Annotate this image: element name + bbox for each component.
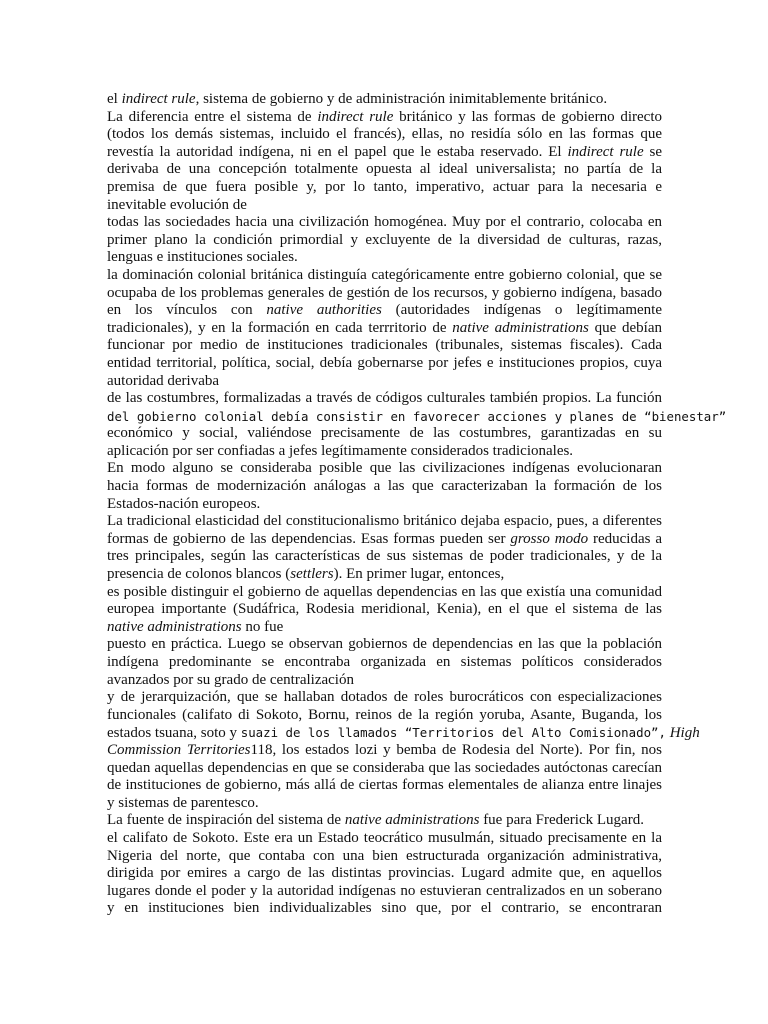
text-line xyxy=(107,742,662,760)
italic-term: native authorities xyxy=(266,302,382,319)
text-segment: tradicionales), y en la formación en cada terrritorio de xyxy=(107,319,453,336)
text-segment: económico y social, valiéndose precisamente de las costumbres, garantizadas en su xyxy=(107,425,662,442)
text-segment: y en instituciones bien individualizables sino que, por el contrario, se encontraran xyxy=(107,900,662,917)
text-segment: del gobierno colonial debía consistir en favorecer acciones y planes de “bienestar” xyxy=(107,408,727,424)
text-segment: la dominación colonial británica distinguía categóricamente entre gobierno colonial, que se xyxy=(107,266,662,283)
text-segment: que debían xyxy=(588,319,662,336)
italic-term: native administrations xyxy=(107,618,242,635)
text-line xyxy=(107,724,700,742)
text-line xyxy=(107,760,662,778)
text-line xyxy=(107,707,662,725)
text-line xyxy=(107,795,662,813)
text-segment: indígena predominante se encontraba organizada en sistemas políticos considerados xyxy=(107,654,662,670)
text-segment: entidad territorial, política, social, debía gobernarse por jefes e instituciones propios, cuya xyxy=(107,354,662,371)
text-segment: lugares donde el poder y la autoridad indígenas no estuvieran centralizados en un soberano xyxy=(107,882,662,899)
text-segment: de instituciones de gobierno, más allá de ciertas formas elementales de alianza entre linajes xyxy=(107,777,662,794)
text-segment: avanzados por su grado de centralización xyxy=(107,671,354,688)
text-segment: (autoridades indígenas o legítimamente xyxy=(381,302,662,319)
text-segment: revestía la autoridad indígena, ni en el papel que le estaba reservado. El xyxy=(107,143,568,160)
text-segment: ). En primer lugar, entonces, xyxy=(333,566,505,583)
text-line xyxy=(107,179,662,197)
text-line xyxy=(107,531,662,549)
text-segment: (todos los demás sistemas, incluido el francés), ellas, no residía sólo en las formas que xyxy=(107,126,662,143)
text-segment: derivaba de una concepción totalmente opuesta al ideal universalista; no partía de la xyxy=(107,161,662,178)
text-segment: y de jerarquización, que se hallaban dotados de roles burocráticos con especializaciones xyxy=(107,689,662,706)
text-segment: Estados-nación europeos. xyxy=(107,495,261,512)
text-line xyxy=(107,812,662,830)
text-line xyxy=(107,197,662,215)
text-segment: , sistema de gobierno y de administración inimitablemente británico. xyxy=(195,91,608,107)
text-segment: fue para Frederick Lugard. xyxy=(479,812,644,829)
italic-term: grosso modo xyxy=(510,530,589,547)
text-segment: de las costumbres, formalizadas a través de códigos culturales también propios. La función xyxy=(107,390,662,407)
italic-term: High xyxy=(669,725,700,742)
text-line xyxy=(107,900,662,918)
text-segment: autoridad derivaba xyxy=(107,372,220,389)
text-line xyxy=(107,408,727,426)
text-line xyxy=(107,566,662,584)
text-line xyxy=(107,249,662,267)
text-segment: ocupaba de los problemas generales de gestión de los recursos, y gobierno indígena, basado xyxy=(107,284,662,301)
text-line xyxy=(107,267,662,285)
text-segment: se xyxy=(643,143,663,160)
text-segment: el califato de Sokoto. Este era un Estado teocrático musulmán, situado precisamente en la xyxy=(107,829,662,846)
italic-term: indirect rule xyxy=(121,91,196,107)
text-line xyxy=(107,584,662,602)
text-segment: lenguas e instituciones sociales. xyxy=(107,249,298,266)
text-line xyxy=(107,478,662,496)
text-segment: La fuente de inspiración del sistema de xyxy=(107,812,345,829)
text-line xyxy=(107,355,662,373)
text-line xyxy=(107,285,662,303)
text-segment: presencia de colonos blancos ( xyxy=(107,566,291,583)
text-line xyxy=(107,126,662,144)
text-line xyxy=(107,513,662,531)
text-line xyxy=(107,636,662,654)
text-line xyxy=(107,161,662,179)
text-line xyxy=(107,654,662,672)
text-line xyxy=(107,777,662,795)
text-line xyxy=(107,496,662,514)
text-segment: hacia formas de modernización análogas a las que caracterizaban la formación de los xyxy=(107,478,662,495)
text-line xyxy=(107,425,662,443)
italic-term: settlers xyxy=(290,566,334,583)
document-page xyxy=(107,91,727,918)
text-segment: y sistemas de parentesco. xyxy=(107,794,259,811)
text-line xyxy=(107,390,662,408)
text-segment: es posible distinguir el gobierno de aquellas dependencias en las que existía una comunidad xyxy=(107,583,662,600)
text-segment: La tradicional elasticidad del constitucionalismo británico dejaba espacio, pues, a diferentes xyxy=(107,513,662,530)
text-line xyxy=(107,848,662,866)
italic-term: Commission Territories xyxy=(107,741,251,758)
text-segment: 118, los estados lozi y bemba de Rodesia del Norte). Por fin, nos xyxy=(250,741,663,758)
text-segment: Nigeria del norte, que contaba con una bien estructurada organización administrativa, xyxy=(107,847,662,864)
text-segment: no fue xyxy=(241,618,284,635)
text-line xyxy=(107,460,662,478)
text-segment: el xyxy=(107,91,122,107)
text-segment: premisa de que fuera posible y, por lo tanto, imperativo, actuar para la necesaria e xyxy=(107,178,662,195)
text-line xyxy=(107,144,662,162)
text-segment: funcionar por medio de instituciones tradicionales (tribunales, sistemas fiscales). Cada xyxy=(107,337,662,354)
text-line xyxy=(107,601,662,619)
text-line xyxy=(107,109,662,127)
text-segment: puesto en práctica. Luego se observan gobiernos de dependencias en las que la población xyxy=(107,636,662,653)
text-segment: inevitable evolución de xyxy=(107,196,247,213)
text-segment: británico y las formas de gobierno directo xyxy=(393,108,662,125)
text-line xyxy=(107,865,662,883)
text-segment: dirigida por emires a cargo de las distintas provincias. Lugard admite que, en aquellos xyxy=(107,865,662,882)
text-line xyxy=(107,619,662,637)
text-segment: En modo alguno se consideraba posible que las civilizaciones indígenas evolucionaran xyxy=(107,460,662,477)
italic-term: native administrations xyxy=(452,319,589,336)
text-line xyxy=(107,302,662,320)
text-segment: primer plano la condición primordial y excluyente de la diversidad de culturas, razas, xyxy=(107,231,662,248)
text-segment: La diferencia entre el sistema de xyxy=(107,108,318,125)
text-segment: todas las sociedades hacia una civilización homogénea. Muy por el contrario, colocaba en xyxy=(107,214,662,231)
text-line xyxy=(107,883,662,901)
text-line xyxy=(107,672,662,690)
text-segment: europea importante (Sudáfrica, Rodesia meridional, Kenia), en el que el sistema de las xyxy=(107,601,662,618)
text-line xyxy=(107,689,662,707)
text-line xyxy=(107,232,662,250)
text-line xyxy=(107,320,662,338)
text-line xyxy=(107,443,662,461)
text-segment: quedan aquellas dependencias en que se consideraba que las sociedades autóctonas carecían xyxy=(107,759,662,776)
text-segment: tres principales, según las características de sus sistemas de poder tradicionales, y de la xyxy=(107,548,662,565)
text-line xyxy=(107,91,662,109)
text-line xyxy=(107,830,662,848)
text-line xyxy=(107,337,662,355)
text-segment: reducidas a xyxy=(588,530,662,547)
text-line xyxy=(107,373,662,391)
text-line xyxy=(107,214,662,232)
text-segment: suazi de los llamados “Territorios del Alto Comisionado”, xyxy=(240,725,666,741)
text-segment: estados tsuana, soto y xyxy=(107,725,241,742)
text-segment: en los vínculos con xyxy=(107,302,267,319)
italic-term: indirect rule xyxy=(567,143,644,160)
text-segment: formas de gobierno de las dependencias. Esas formas pueden ser xyxy=(107,530,511,547)
text-segment: aplicación por ser confiadas a jefes legítimamente considerados tradicionales. xyxy=(107,442,574,459)
italic-term: native administrations xyxy=(344,812,480,829)
text-line xyxy=(107,548,662,566)
italic-term: indirect rule xyxy=(317,108,394,125)
text-segment: funcionales (califato di Sokoto, Bornu, reinos de la región yoruba, Asante, Buganda, los xyxy=(107,706,662,723)
